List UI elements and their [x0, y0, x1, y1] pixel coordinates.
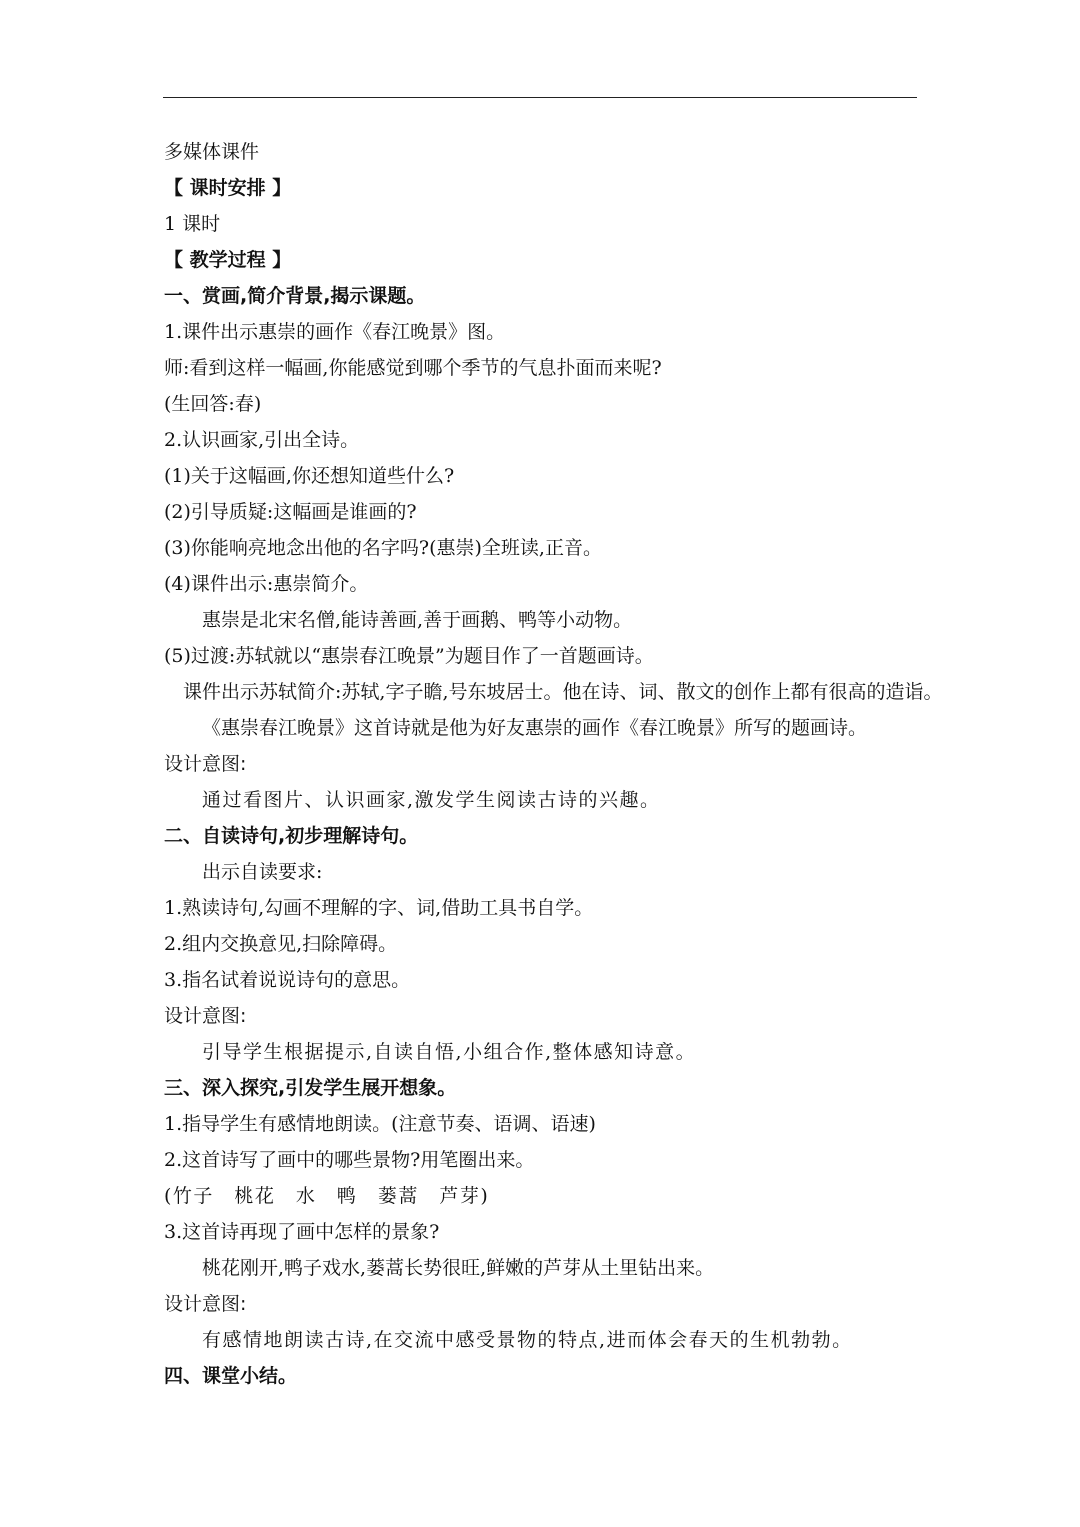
text-line: 师:看到这样一幅画,你能感觉到哪个季节的气息扑面而来呢?	[164, 357, 662, 379]
section-heading: 【 教学过程 】	[164, 249, 292, 271]
text-line: 引导学生根据提示,自读自悟,小组合作,整体感知诗意。	[202, 1041, 697, 1063]
text-line: 2.认识画家,引出全诗。	[164, 429, 360, 451]
text-line: 2.这首诗写了画中的哪些景物?用笔圈出来。	[164, 1149, 535, 1171]
text-line: (2)引导质疑:这幅画是谁画的?	[164, 501, 417, 523]
section-heading: 二、自读诗句,初步理解诗句。	[164, 825, 419, 847]
header-rule	[163, 97, 917, 98]
text-line: 桃花刚开,鸭子戏水,蒌蒿长势很旺,鲜嫩的芦芽从土里钻出来。	[202, 1257, 715, 1279]
text-line: (4)课件出示:惠崇简介。	[164, 573, 369, 595]
section-heading: 一、赏画,简介背景,揭示课题。	[164, 285, 426, 307]
text-line: 1.指导学生有感情地朗读。(注意节奏、语调、语速)	[164, 1113, 596, 1135]
text-line: 1.熟读诗句,勾画不理解的字、词,借助工具书自学。	[164, 897, 594, 919]
text-line: 通过看图片、认识画家,激发学生阅读古诗的兴趣。	[202, 789, 661, 811]
text-line: 设计意图:	[164, 1005, 247, 1027]
text-line: (竹子 桃花 水 鸭 蒌蒿 芦芽)	[164, 1185, 490, 1207]
text-line: 3.指名试着说说诗句的意思。	[164, 969, 411, 991]
text-line: 惠崇是北宋名僧,能诗善画,善于画鹅、鸭等小动物。	[202, 609, 633, 631]
text-line: 《惠崇春江晚景》这首诗就是他为好友惠崇的画作《春江晚景》所写的题画诗。	[202, 717, 868, 739]
text-line: 有感情地朗读古诗,在交流中感受景物的特点,进而体会春天的生机勃勃。	[202, 1329, 853, 1351]
section-heading: 三、深入探究,引发学生展开想象。	[164, 1077, 457, 1099]
text-line: 1.课件出示惠崇的画作《春江晚景》图。	[164, 321, 506, 343]
text-line: (3)你能响亮地念出他的名字吗?(惠崇)全班读,正音。	[164, 537, 602, 559]
text-line: (生回答:春)	[164, 393, 262, 415]
section-heading: 【 课时安排 】	[164, 177, 292, 199]
text-line: 2.组内交换意见,扫除障碍。	[164, 933, 398, 955]
text-line: (5)过渡:苏轼就以“惠崇春江晚景”为题目作了一首题画诗。	[164, 645, 654, 667]
text-line: 多媒体课件	[164, 141, 260, 163]
section-heading: 四、课堂小结。	[164, 1365, 298, 1387]
text-line: 3.这首诗再现了画中怎样的景象?	[164, 1221, 440, 1243]
text-line: 设计意图:	[164, 1293, 247, 1315]
text-line: 课件出示苏轼简介:苏轼,字子瞻,号东坡居士。他在诗、词、散文的创作上都有很高的造诣。	[183, 681, 943, 703]
text-line: (1)关于这幅画,你还想知道些什么?	[164, 465, 455, 487]
text-line: 设计意图:	[164, 753, 247, 775]
text-line: 出示自读要求:	[202, 861, 323, 883]
text-line: 1 课时	[164, 213, 221, 235]
document-body	[164, 134, 943, 1394]
